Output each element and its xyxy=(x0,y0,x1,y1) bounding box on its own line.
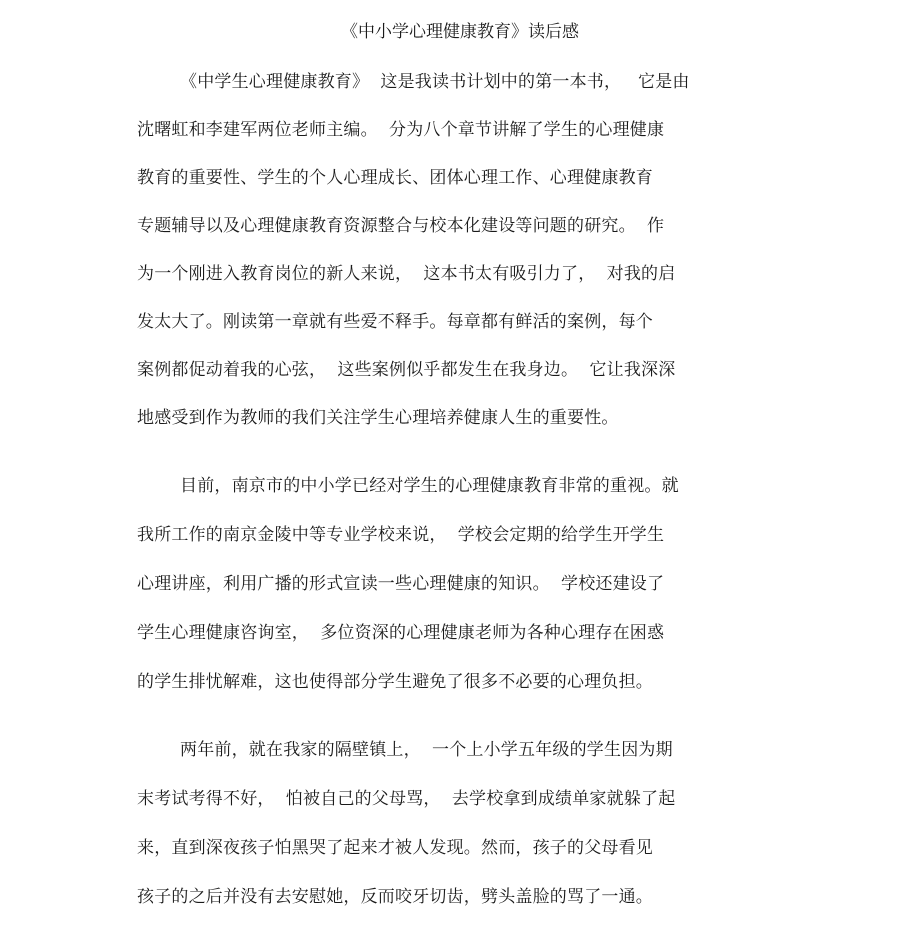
paragraph-1-line-7: 案例都促动着我的心弦， 这些案例似乎都发生在我身边。 它让我深深 xyxy=(137,360,676,380)
paragraph-3-line-2: 末考试考得不好， 怕被自己的父母骂， 去学校拿到成绩单家就躲了起 xyxy=(137,789,676,809)
paragraph-3-line-3: 来，直到深夜孩子怕黑哭了起来才被人发现。然而，孩子的父母看见 xyxy=(137,838,653,858)
paragraph-1-line-6: 发太大了。刚读第一章就有些爱不释手。每章都有鲜活的案例，每个 xyxy=(137,312,653,332)
paragraph-1-line-1: 《中学生心理健康教育》 这是我读书计划中的第一本书， 它是由 xyxy=(180,72,690,92)
paragraph-2-line-5: 的学生排忧解难，这也使得部分学生避免了很多不必要的心理负担。 xyxy=(137,672,653,692)
paragraph-3-line-1: 两年前，就在我家的隔壁镇上， 一个上小学五年级的学生因为期 xyxy=(180,740,673,760)
paragraph-1-line-8: 地感受到作为教师的我们关注学生心理培养健康人生的重要性。 xyxy=(137,408,619,428)
document-title: 《中小学心理健康教育》读后感 xyxy=(341,22,579,42)
paragraph-1-line-4: 专题辅导以及心理健康教育资源整合与校本化建设等问题的研究。 作 xyxy=(137,216,665,236)
paragraph-1-line-5: 为一个刚进入教育岗位的新人来说， 这本书太有吸引力了， 对我的启 xyxy=(137,264,676,284)
paragraph-2-line-2: 我所工作的南京金陵中等专业学校来说， 学校会定期的给学生开学生 xyxy=(137,525,665,545)
paragraph-2-line-3: 心理讲座，利用广播的形式宣读一些心理健康的知识。 学校还建设了 xyxy=(137,574,665,594)
paragraph-2-line-1: 目前，南京市的中小学已经对学生的心理健康教育非常的重视。就 xyxy=(180,476,679,496)
paragraph-1-line-3: 教育的重要性、学生的个人心理成长、团体心理工作、心理健康教育 xyxy=(137,168,653,188)
paragraph-2-line-4: 学生心理健康咨询室， 多位资深的心理健康老师为各种心理存在困惑 xyxy=(137,623,665,643)
paragraph-1-line-2: 沈曙虹和李建军两位老师主编。 分为八个章节讲解了学生的心理健康 xyxy=(137,120,665,140)
paragraph-3-line-4: 孩子的之后并没有去安慰她，反而咬牙切齿，劈头盖脸的骂了一通。 xyxy=(137,887,653,907)
